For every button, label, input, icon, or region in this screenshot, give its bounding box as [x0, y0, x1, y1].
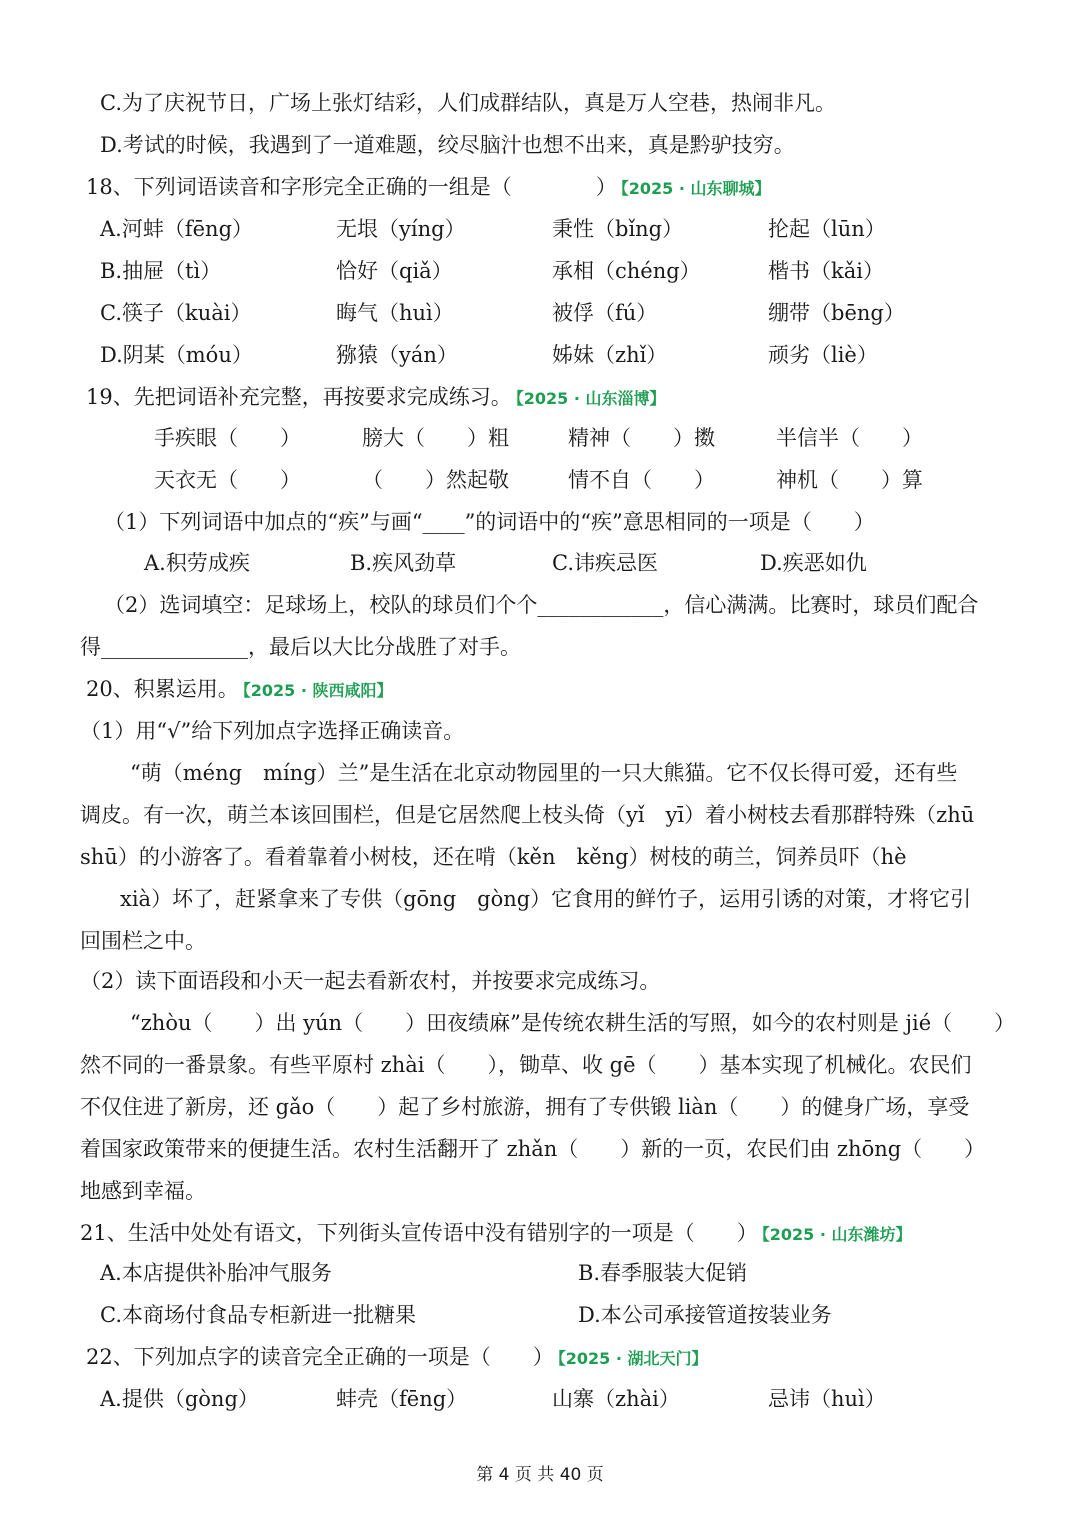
q18-a-2: 无垠（yíng）	[336, 217, 466, 241]
q19-sub2-line-1: （2）选词填空：足球场上，校队的球员们个个____________，信心满满。比赛时，球员们配合	[104, 593, 979, 617]
q20-p1-line-1: “萌（méng míng）兰”是生活在北京动物园里的一只大熊猫。它不仅长得可爱，还有些	[130, 761, 958, 785]
q20-p1-line-2: 调皮。有一次，萌兰本该回围栏，但是它居然爬上枝头倚（yǐ yī）着小树枝去看那群特殊（zhū	[80, 803, 975, 827]
q18-b-1: B.抽屉（tì）	[100, 259, 222, 283]
q19-word-3: 精神（ ）擞	[568, 426, 715, 450]
q20-source-tag: 【2025 · 陕西咸阳】	[242, 681, 393, 700]
q18-a-3: 秉性（bǐng）	[552, 217, 684, 241]
q19-stem: 19、先把词语补充完整，再按要求完成练习。	[86, 385, 512, 409]
page-number-footer: 第 4 页 共 40 页	[476, 1465, 604, 1485]
q19-word-8: 神机（ ）算	[776, 468, 923, 492]
q19-question	[86, 382, 666, 414]
q20-p2-line-2: 然不同的一番景象。有些平原村 zhài（ ），锄草、收 gē（ ）基本实现了机械化。农民们	[80, 1053, 972, 1077]
q21-opt-c: C.本商场付食品专柜新进一批糖果	[100, 1303, 416, 1327]
q18-c-3: 被俘（fú）	[552, 301, 658, 325]
q21-stem: 21、生活中处处有语文，下列街头宣传语中没有错别字的一项是（ ）	[80, 1221, 758, 1245]
q20-p2-line-3: 不仅住进了新房，还 gǎo（ ）起了乡村旅游，拥有了专供锻 liàn（ ）的健身广场，享受	[80, 1095, 970, 1119]
q21-opt-a: A.本店提供补胎冲气服务	[100, 1261, 332, 1285]
q18-d-4: 顽劣（liè）	[768, 343, 878, 367]
q22-source-tag: 【2025 · 湖北天门】	[557, 1349, 708, 1368]
q21-opt-d: D.本公司承接管道按装业务	[578, 1303, 832, 1327]
q18-c-2: 晦气（huì）	[336, 301, 454, 325]
q22-opt-3: 山寨（zhài）	[552, 1387, 680, 1411]
q18-source-tag: 【2025 · 山东聊城】	[620, 179, 771, 198]
q19-sub2-line-2: 得______________，最后以大比分战胜了对手。	[80, 635, 521, 659]
q18-d-2: 猕猿（yán）	[336, 343, 458, 367]
q18-a-4: 抡起（lūn）	[768, 217, 886, 241]
q18-question	[86, 172, 771, 204]
q20-p2-line-5: 地感到幸福。	[80, 1179, 206, 1203]
q22-question	[86, 1342, 708, 1374]
q20-sub1: （1）用“√”给下列加点字选择正确读音。	[80, 719, 465, 743]
q22-opt-a: A.提供（gòng）	[100, 1387, 259, 1411]
q18-d-3: 姊妹（zhǐ）	[552, 343, 668, 367]
q18-c-4: 绷带（bēng）	[768, 301, 905, 325]
q20-p1-line-5: 回围栏之中。	[80, 929, 206, 953]
q17-option-c: C.为了庆祝节日，广场上张灯结彩，人们成群结队，真是万人空巷，热闹非凡。	[100, 91, 836, 115]
q22-stem: 22、下列加点字的读音完全正确的一项是（ ）	[86, 1345, 554, 1369]
q19-word-7: 情不自（ ）	[568, 468, 715, 492]
q19-word-5: 天衣无（ ）	[154, 468, 301, 492]
q19-word-2: 膀大（ ）粗	[362, 426, 509, 450]
q22-opt-4: 忌讳（huì）	[768, 1387, 886, 1411]
q20-p2-line-1: “zhòu（ ）出 yún（ ）田夜绩麻”是传统农耕生活的写照，如今的农村则是 jié（ ）	[130, 1011, 1016, 1035]
q18-b-3: 承相（chéng）	[552, 259, 701, 283]
q17-option-d: D.考试的时候，我遇到了一道难题，绞尽脑汁也想不出来，真是黔驴技穷。	[100, 133, 795, 157]
q21-question	[80, 1218, 912, 1250]
q20-question	[86, 674, 393, 706]
q18-stem: 18、下列词语读音和字形完全正确的一组是（ ）	[86, 175, 617, 199]
q20-p2-line-4: 着国家政策带来的便捷生活。农村生活翻开了 zhǎn（ ）新的一页，农民们由 zhōng（ ）	[80, 1137, 986, 1161]
q21-opt-b: B.春季服装大促销	[578, 1261, 748, 1285]
q19-sub1-opt-d: D.疾恶如仇	[760, 551, 867, 575]
q19-source-tag: 【2025 · 山东淄博】	[515, 389, 666, 408]
q19-sub1: （1）下列词语中加点的“疾”与画“____”的词语中的“疾”意思相同的一项是（ ）	[104, 510, 875, 534]
q19-sub1-opt-b: B.疾风劲草	[350, 551, 457, 575]
q18-a-1: A.河蚌（fēng）	[100, 217, 254, 241]
q20-stem: 20、积累运用。	[86, 677, 239, 701]
q19-sub1-opt-c: C.讳疾忌医	[552, 551, 658, 575]
q18-b-2: 恰好（qiǎ）	[336, 259, 453, 283]
q19-word-4: 半信半（ ）	[776, 426, 923, 450]
q20-sub2: （2）读下面语段和小天一起去看新农村，并按要求完成练习。	[80, 969, 661, 993]
q20-p1-line-4: xià）坏了，赶紧拿来了专供（gōng gòng）它食用的鲜竹子，运用引诱的对策，才将它引	[120, 887, 972, 911]
q20-p1-line-3: shū）的小游客了。看着靠着小树枝，还在啃（kěn kěng）树枝的萌兰，饲养员吓（hè	[80, 845, 907, 869]
q19-sub1-opt-a: A.积劳成疾	[144, 551, 250, 575]
q19-word-6: （ ）然起敬	[362, 468, 509, 492]
q19-word-1: 手疾眼（ ）	[154, 426, 301, 450]
q21-source-tag: 【2025 · 山东潍坊】	[761, 1225, 912, 1244]
q18-d-1: D.阴某（móu）	[100, 343, 253, 367]
q22-opt-2: 蚌壳（fēng）	[336, 1387, 468, 1411]
q18-b-4: 楷书（kǎi）	[768, 259, 884, 283]
q18-c-1: C.筷子（kuài）	[100, 301, 252, 325]
